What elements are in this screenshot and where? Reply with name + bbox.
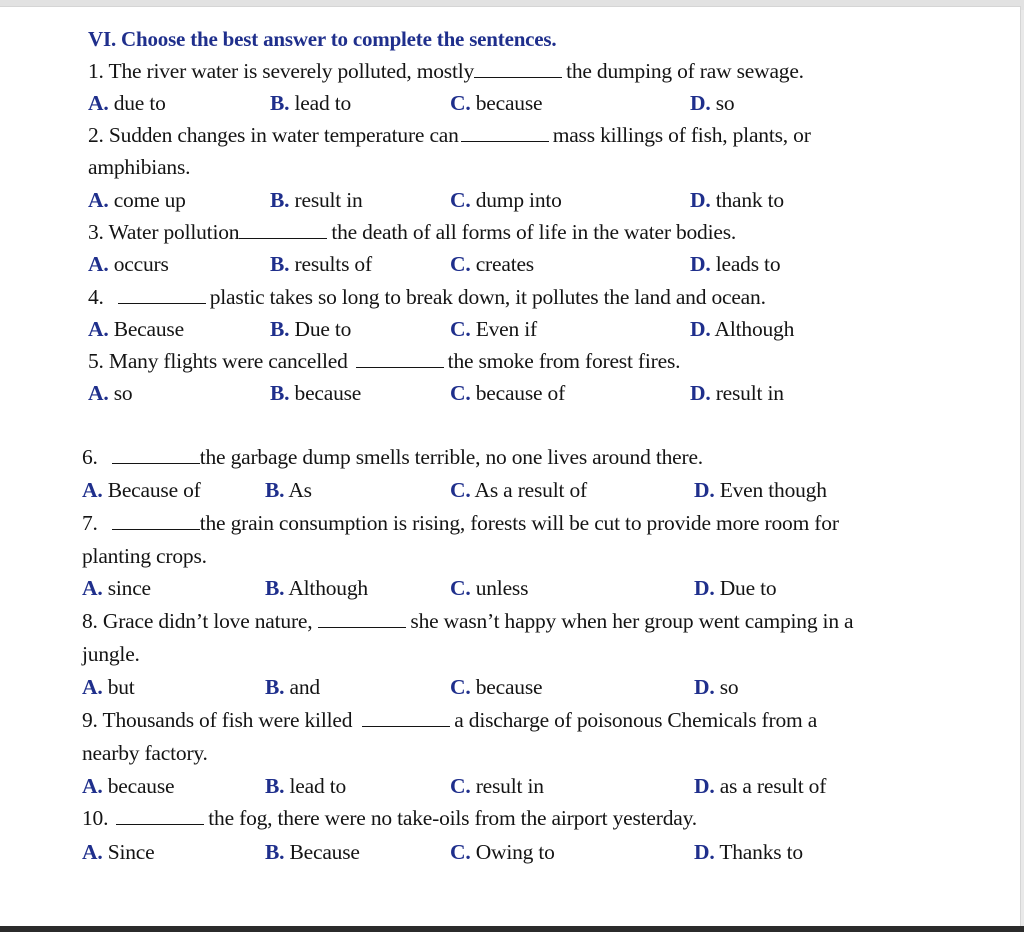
option-d: D. so (694, 675, 739, 699)
option-c: C. dump into (450, 188, 562, 212)
option-c: C. unless (450, 576, 529, 600)
option-b: B. As (265, 478, 312, 502)
option-d: D. thank to (690, 188, 784, 212)
option-a: A. so (88, 381, 133, 405)
option-b: B. result in (270, 188, 363, 212)
option-b: B. results of (270, 252, 372, 276)
answer-blank (112, 462, 200, 464)
question-2-continued: amphibians. (88, 155, 191, 179)
option-b: B. lead to (270, 91, 352, 115)
option-b: B. Due to (270, 317, 352, 341)
question-2: 2. Sudden changes in water temperature can mass killings of fish, plants, or (88, 123, 811, 147)
option-c: C. because of (450, 381, 566, 405)
question-8: 8. Grace didn’t love nature, she wasn’t happy when her group went camping in a (82, 609, 854, 633)
option-a: A. but (82, 675, 135, 699)
option-a: A. since (82, 576, 151, 600)
option-a: A. Because (88, 317, 184, 341)
option-c: C. creates (450, 252, 534, 276)
answer-blank (461, 140, 549, 142)
option-d: D. result in (690, 381, 784, 405)
option-b: B. lead to (265, 774, 347, 798)
answer-blank (112, 528, 200, 530)
option-d: D. Even though (694, 478, 827, 502)
option-a: A. due to (88, 91, 166, 115)
worksheet-page (0, 6, 1021, 927)
bottom-edge (0, 926, 1024, 932)
section-heading: VI. Choose the best answer to complete the sentences. (88, 27, 557, 51)
option-b: B. and (265, 675, 320, 699)
option-a: A. Since (82, 840, 155, 864)
question-5: 5. Many flights were cancelled the smoke from forest fires. (88, 349, 681, 373)
option-d: D. Due to (694, 576, 777, 600)
option-c: C. because (450, 675, 543, 699)
option-c: C. As a result of (450, 478, 587, 502)
question-10: 10. the fog, there were no take-oils from the airport yesterday. (82, 806, 697, 830)
answer-blank (116, 823, 204, 825)
question-4: 4. plastic takes so long to break down, it pollutes the land and ocean. (88, 285, 766, 309)
option-b: B. Although (265, 576, 368, 600)
option-c: C. because (450, 91, 543, 115)
option-d: D. Although (690, 317, 795, 341)
option-a: A. come up (88, 188, 186, 212)
question-9-continued: nearby factory. (82, 741, 208, 765)
answer-blank (362, 725, 450, 727)
question-6: 6. the garbage dump smells terrible, no one lives around there. (82, 445, 703, 469)
option-d: D. Thanks to (694, 840, 803, 864)
question-1: 1. The river water is severely polluted, mostly the dumping of raw sewage. (88, 59, 804, 83)
answer-blank (239, 237, 327, 239)
option-a: A. Because of (82, 478, 201, 502)
option-b: B. because (270, 381, 362, 405)
question-3: 3. Water pollution the death of all forms of life in the water bodies. (88, 220, 737, 244)
answer-blank (118, 302, 206, 304)
question-9: 9. Thousands of fish were killed a discharge of poisonous Chemicals from a (82, 708, 818, 732)
option-a: A. occurs (88, 252, 169, 276)
question-7: 7. the grain consumption is rising, forests will be cut to provide more room for (82, 511, 839, 535)
option-c: C. Even if (450, 317, 537, 341)
option-a: A. because (82, 774, 175, 798)
question-8-continued: jungle. (82, 642, 140, 666)
option-b: B. Because (265, 840, 360, 864)
option-d: D. so (690, 91, 735, 115)
question-7-continued: planting crops. (82, 544, 207, 568)
option-c: C. Owing to (450, 840, 555, 864)
option-c: C. result in (450, 774, 544, 798)
answer-blank (356, 366, 444, 368)
answer-blank (318, 626, 406, 628)
option-d: D. as a result of (694, 774, 827, 798)
option-d: D. leads to (690, 252, 781, 276)
answer-blank (474, 76, 562, 78)
